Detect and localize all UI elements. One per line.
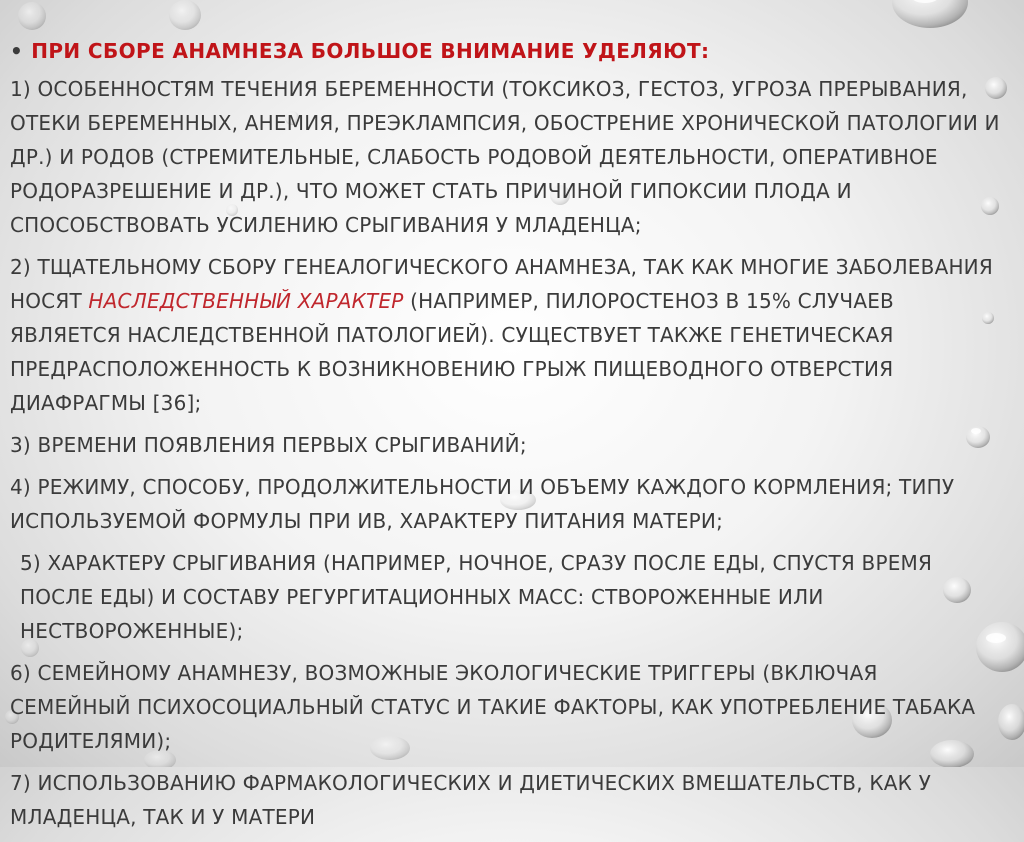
hereditary-highlight: НАСЛЕДСТВЕННЫЙ ХАРАКТЕР (88, 289, 404, 313)
slide-content (10, 34, 1000, 842)
paragraph-2 (10, 250, 1000, 420)
paragraph-2-end: (НАПРИМЕР, ПИЛОРОСТЕНОЗ В 15% СЛУЧАЕВ ЯВЛЯЕТСЯ НАСЛЕДСТВЕННОЙ ПАТОЛОГИЕЙ). СУЩЕСТВУЕТ ТАКЖЕ ГЕНЕТИЧЕСКАЯ ПРЕДРАСПОЛОЖЕННОСТЬ К ВОЗНИКНОВЕНИЮ ГРЫЖ ПИЩЕВОДНОГО ОТВЕРСТИЯ ДИАФРАГМЫ [36]; (10, 289, 894, 415)
paragraph-6: 6) СЕМЕЙНОМУ АНАМНЕЗУ, ВОЗМОЖНЫЕ ЭКОЛОГИЧЕСКИЕ ТРИГГЕРЫ (ВКЛЮЧАЯ СЕМЕЙНЫЙ ПСИХОСОЦИАЛЬНЫЙ СТАТУС И ТАКИЕ ФАКТОРЫ, КАК УПОТРЕБЛЕНИЕ ТАБАКА РОДИТЕЛЯМИ); (10, 661, 976, 753)
slide-heading (10, 34, 1000, 68)
bullet-icon: • (10, 39, 24, 63)
heading-text: ПРИ СБОРЕ АНАМНЕЗА БОЛЬШОЕ ВНИМАНИЕ УДЕЛЯЮТ: (31, 39, 710, 63)
paragraph-2-start: 2) ТЩАТЕЛЬНОМУ СБОРУ ГЕНЕАЛОГИЧЕСКОГО АНАМНЕЗА, ТАК КАК МНОГИЕ ЗАБОЛЕВАНИЯ НОСЯТ (10, 255, 993, 313)
paragraph-3: 3) ВРЕМЕНИ ПОЯВЛЕНИЯ ПЕРВЫХ СРЫГИВАНИЙ; (10, 433, 527, 457)
paragraph-7: 7) ИСПОЛЬЗОВАНИЮ ФАРМАКОЛОГИЧЕСКИХ И ДИЕТИЧЕСКИХ ВМЕШАТЕЛЬСТВ, КАК У МЛАДЕНЦА, ТАК И У МАТЕРИ (10, 771, 931, 829)
paragraph-4: 4) РЕЖИМУ, СПОСОБУ, ПРОДОЛЖИТЕЛЬНОСТИ И ОБЪЕМУ КАЖДОГО КОРМЛЕНИЯ; ТИПУ ИСПОЛЬЗУЕМОЙ ФОРМУЛЫ ПРИ ИВ, ХАРАКТЕРУ ПИТАНИЯ МАТЕРИ; (10, 475, 955, 533)
paragraph-1: 1) ОСОБЕННОСТЯМ ТЕЧЕНИЯ БЕРЕМЕННОСТИ (ТОКСИКОЗ, ГЕСТОЗ, УГРОЗА ПРЕРЫВАНИЯ, ОТЕКИ БЕРЕМЕННЫХ, АНЕМИЯ, ПРЕЭКЛАМПСИЯ, ОБОСТРЕНИЕ ХРОНИЧЕСКОЙ ПАТОЛОГИИ И ДР.) И РОДОВ (СТРЕМИТЕЛЬНЫЕ, СЛАБОСТЬ РОДОВОЙ ДЕЯТЕЛЬНОСТИ, ОПЕРАТИВНОЕ РОДОРАЗРЕШЕНИЕ И ДР.), ЧТО МОЖЕТ СТАТЬ ПРИЧИНОЙ ГИПОКСИИ ПЛОДА И СПОСОБСТВОВАТЬ УСИЛЕНИЮ СРЫГИВАНИЯ У МЛАДЕНЦА; (10, 77, 1000, 237)
paragraph-5: 5) ХАРАКТЕРУ СРЫГИВАНИЯ (НАПРИМЕР, НОЧНОЕ, СРАЗУ ПОСЛЕ ЕДЫ, СПУСТЯ ВРЕМЯ ПОСЛЕ ЕДЫ) И СОСТАВУ РЕГУРГИТАЦИОННЫХ МАСС: СТВОРОЖЕННЫЕ ИЛИ НЕСТВОРОЖЕННЫЕ); (20, 551, 933, 643)
